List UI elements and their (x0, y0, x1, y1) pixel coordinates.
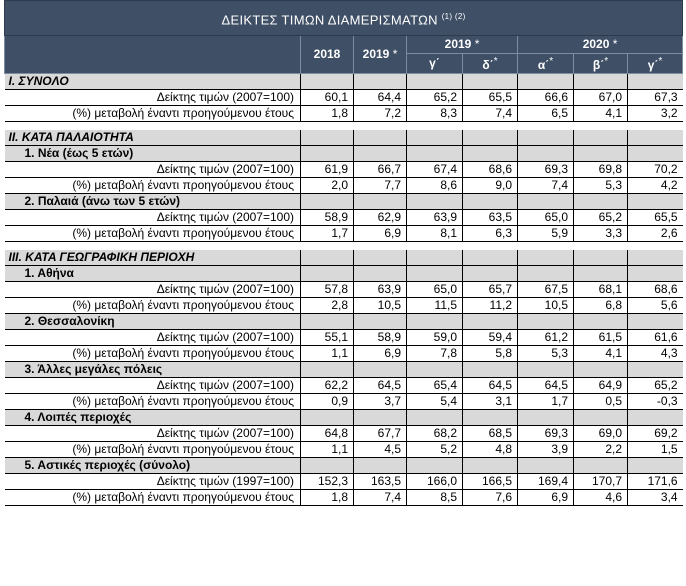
group-header-cell (518, 410, 574, 426)
spacer-cell (518, 122, 574, 131)
group-header-cell (407, 194, 463, 210)
group-header-cell (354, 362, 407, 378)
section-header-cell (463, 74, 518, 90)
value-cell: 4,1 (574, 106, 628, 122)
value-cell: 64,8 (301, 426, 354, 442)
value-cell: 58,9 (301, 210, 354, 226)
value-cell: 5,6 (628, 298, 683, 314)
group-header-cell (574, 410, 628, 426)
row-label: (%) μεταβολή έναντι προηγούμενου έτους (5, 178, 301, 194)
header-group-2020: 2020 * (518, 36, 683, 54)
spacer-cell (407, 242, 463, 251)
value-cell: 6,3 (463, 226, 518, 242)
group-header-cell (463, 194, 518, 210)
group-header-label: 5. Αστικές περιοχές (σύνολο) (5, 458, 301, 474)
group-header (5, 194, 683, 210)
value-cell: 4,8 (463, 442, 518, 458)
spacer-cell (463, 122, 518, 131)
spacer-row (5, 122, 683, 131)
row-label: (%) μεταβολή έναντι προηγούμενου έτους (5, 490, 301, 506)
value-cell: 68,2 (407, 426, 463, 442)
apartment-price-index-table (4, 0, 683, 506)
value-cell: 68,6 (628, 282, 683, 298)
value-cell: 65,2 (628, 378, 683, 394)
section-header-cell (574, 74, 628, 90)
group-header-cell (407, 266, 463, 282)
value-cell: 65,4 (407, 378, 463, 394)
value-cell: 58,9 (354, 330, 407, 346)
spacer-cell (574, 122, 628, 131)
value-cell: 69,2 (628, 426, 683, 442)
value-cell: 3,3 (574, 226, 628, 242)
section-header-cell (628, 74, 683, 90)
value-cell: 59,0 (407, 330, 463, 346)
section-header-cell (354, 74, 407, 90)
group-header-cell (574, 458, 628, 474)
value-cell: 1,8 (301, 106, 354, 122)
value-cell: 67,7 (354, 426, 407, 442)
group-header-cell (301, 314, 354, 330)
value-cell: 8,3 (407, 106, 463, 122)
group-header-cell (574, 266, 628, 282)
row-label: (%) μεταβολή έναντι προηγούμενου έτους (5, 346, 301, 362)
value-cell: 61,5 (574, 330, 628, 346)
value-cell: 59,4 (463, 330, 518, 346)
group-header-cell (301, 266, 354, 282)
value-cell: 62,2 (301, 378, 354, 394)
group-header-cell (354, 314, 407, 330)
table-title-text: ΔΕΙΚΤΕΣ ΤΙΜΩΝ ΔΙΑΜΕΡΙΣΜΑΤΩΝ (221, 12, 438, 28)
group-header-cell (301, 458, 354, 474)
table-row (5, 178, 683, 194)
value-cell: 60,1 (301, 90, 354, 106)
group-header-cell (354, 146, 407, 162)
section-header-cell (518, 250, 574, 266)
table-row (5, 394, 683, 410)
value-cell: 4,2 (628, 178, 683, 194)
row-label: Δείκτης τιμών (2007=100) (5, 426, 301, 442)
row-label: (%) μεταβολή έναντι προηγούμενου έτους (5, 226, 301, 242)
value-cell: 152,3 (301, 474, 354, 490)
table-body (5, 74, 683, 506)
value-cell: 163,5 (354, 474, 407, 490)
value-cell: 69,3 (518, 162, 574, 178)
group-header-label: 1. Αθήνα (5, 266, 301, 282)
spacer-cell (407, 122, 463, 131)
table-row (5, 474, 683, 490)
table-title-footnote: (1) (2) (441, 11, 466, 21)
section-header (5, 130, 683, 146)
value-cell: 64,5 (354, 378, 407, 394)
header-2019-q4: δ΄* (463, 54, 518, 74)
value-cell: 7,4 (463, 106, 518, 122)
section-header-cell (407, 130, 463, 146)
spacer-row (5, 242, 683, 251)
value-cell: 2,2 (574, 442, 628, 458)
group-header-cell (518, 362, 574, 378)
group-header-cell (301, 410, 354, 426)
row-label: (%) μεταβολή έναντι προηγούμενου έτους (5, 442, 301, 458)
group-header-cell (518, 458, 574, 474)
value-cell: 5,9 (518, 226, 574, 242)
table-row (5, 330, 683, 346)
value-cell: 6,9 (518, 490, 574, 506)
group-header-cell (407, 458, 463, 474)
spacer-cell (518, 242, 574, 251)
value-cell: 8,5 (407, 490, 463, 506)
table-row (5, 226, 683, 242)
table-row (5, 442, 683, 458)
group-header-cell (628, 458, 683, 474)
header-label-corner (5, 36, 301, 74)
value-cell: 67,3 (628, 90, 683, 106)
header-2020-q1: α΄* (518, 54, 574, 74)
section-header (5, 250, 683, 266)
value-cell: 7,8 (407, 346, 463, 362)
section-header-cell (354, 250, 407, 266)
group-header-cell (354, 266, 407, 282)
value-cell: 4,5 (354, 442, 407, 458)
group-header-cell (628, 266, 683, 282)
section-header-cell (518, 74, 574, 90)
spacer-cell (463, 242, 518, 251)
value-cell: 64,9 (574, 378, 628, 394)
value-cell: 68,6 (463, 162, 518, 178)
group-header-cell (301, 194, 354, 210)
value-cell: 68,5 (463, 426, 518, 442)
table-row (5, 490, 683, 506)
value-cell: 70,2 (628, 162, 683, 178)
group-header-cell (407, 146, 463, 162)
table-row (5, 282, 683, 298)
value-cell: 8,1 (407, 226, 463, 242)
value-cell: 69,0 (574, 426, 628, 442)
table-row (5, 106, 683, 122)
value-cell: 1,1 (301, 442, 354, 458)
group-header-cell (463, 362, 518, 378)
section-header-cell (301, 250, 354, 266)
header-2018: 2018 (301, 36, 354, 74)
value-cell: 10,5 (518, 298, 574, 314)
spacer-cell (301, 242, 354, 251)
value-cell: 61,9 (301, 162, 354, 178)
section-header-cell (301, 130, 354, 146)
section-header-cell (574, 250, 628, 266)
group-header-cell (354, 410, 407, 426)
section-header-label: III. ΚΑΤΑ ΓΕΩΓΡΑΦΙΚΗ ΠΕΡΙΟΧΗ (5, 250, 301, 266)
group-header-cell (463, 458, 518, 474)
section-header-label: II. ΚΑΤΑ ΠΑΛΑΙΟΤΗΤΑ (5, 130, 301, 146)
value-cell: 1,8 (301, 490, 354, 506)
value-cell: 8,6 (407, 178, 463, 194)
group-header (5, 146, 683, 162)
value-cell: 63,5 (463, 210, 518, 226)
value-cell: 67,5 (518, 282, 574, 298)
table-row (5, 298, 683, 314)
group-header-cell (574, 194, 628, 210)
section-header-cell (407, 250, 463, 266)
group-header (5, 362, 683, 378)
header-2020-q3: γ΄* (628, 54, 683, 74)
row-label: Δείκτης τιμών (1997=100) (5, 474, 301, 490)
group-header-cell (354, 458, 407, 474)
value-cell: 62,9 (354, 210, 407, 226)
table-row (5, 346, 683, 362)
value-cell: 65,2 (574, 210, 628, 226)
spacer-cell (574, 242, 628, 251)
section-header (5, 74, 683, 90)
value-cell: 170,7 (574, 474, 628, 490)
section-header-cell (463, 130, 518, 146)
header-2020-q2: β΄* (574, 54, 628, 74)
row-label: Δείκτης τιμών (2007=100) (5, 210, 301, 226)
value-cell: 68,1 (574, 282, 628, 298)
value-cell: 5,4 (407, 394, 463, 410)
row-label: Δείκτης τιμών (2007=100) (5, 282, 301, 298)
table-row (5, 378, 683, 394)
value-cell: 9,0 (463, 178, 518, 194)
spacer-cell (5, 122, 301, 131)
value-cell: 66,6 (518, 90, 574, 106)
spacer-cell (354, 122, 407, 131)
group-header-cell (407, 314, 463, 330)
section-header-cell (301, 74, 354, 90)
table-row (5, 90, 683, 106)
value-cell: 1,7 (301, 226, 354, 242)
value-cell: 61,6 (628, 330, 683, 346)
group-header (5, 266, 683, 282)
table-row (5, 426, 683, 442)
value-cell: 7,4 (354, 490, 407, 506)
spacer-cell (354, 242, 407, 251)
group-header-cell (301, 146, 354, 162)
value-cell: 166,0 (407, 474, 463, 490)
value-cell: 6,8 (574, 298, 628, 314)
value-cell: 2,6 (628, 226, 683, 242)
row-label: (%) μεταβολή έναντι προηγούμενου έτους (5, 298, 301, 314)
group-header-cell (628, 314, 683, 330)
section-header-label: I. ΣΥΝΟΛΟ (5, 74, 301, 90)
section-header-cell (628, 250, 683, 266)
value-cell: 1,5 (628, 442, 683, 458)
group-header (5, 314, 683, 330)
group-header-label: 4. Λοιπές περιοχές (5, 410, 301, 426)
value-cell: 3,1 (463, 394, 518, 410)
header-2019-q3: γ΄ (407, 54, 463, 74)
group-header-cell (628, 194, 683, 210)
value-cell: 3,2 (628, 106, 683, 122)
value-cell: 166,5 (463, 474, 518, 490)
value-cell: 67,4 (407, 162, 463, 178)
row-label: (%) μεταβολή έναντι προηγούμενου έτους (5, 394, 301, 410)
value-cell: 65,0 (407, 282, 463, 298)
value-cell: 64,5 (463, 378, 518, 394)
group-header-cell (518, 314, 574, 330)
value-cell: 5,2 (407, 442, 463, 458)
group-header-cell (463, 314, 518, 330)
value-cell: 169,4 (518, 474, 574, 490)
group-header-cell (301, 362, 354, 378)
value-cell: 65,7 (463, 282, 518, 298)
value-cell: 3,9 (518, 442, 574, 458)
section-header-cell (407, 74, 463, 90)
value-cell: 11,2 (463, 298, 518, 314)
value-cell: 4,6 (574, 490, 628, 506)
value-cell: 2,0 (301, 178, 354, 194)
value-cell: 63,9 (354, 282, 407, 298)
value-cell: 0,9 (301, 394, 354, 410)
value-cell: 65,0 (518, 210, 574, 226)
group-header-label: 3. Άλλες μεγάλες πόλεις (5, 362, 301, 378)
value-cell: 67,0 (574, 90, 628, 106)
value-cell: -0,3 (628, 394, 683, 410)
value-cell: 65,5 (463, 90, 518, 106)
section-header-cell (354, 130, 407, 146)
value-cell: 3,7 (354, 394, 407, 410)
value-cell: 57,8 (301, 282, 354, 298)
group-header-cell (463, 146, 518, 162)
value-cell: 69,8 (574, 162, 628, 178)
group-header-cell (518, 266, 574, 282)
value-cell: 4,1 (574, 346, 628, 362)
group-header-label: 2. Θεσσαλονίκη (5, 314, 301, 330)
value-cell: 7,2 (354, 106, 407, 122)
value-cell: 55,1 (301, 330, 354, 346)
value-cell: 5,3 (518, 346, 574, 362)
value-cell: 171,6 (628, 474, 683, 490)
value-cell: 5,8 (463, 346, 518, 362)
value-cell: 6,5 (518, 106, 574, 122)
row-label: Δείκτης τιμών (2007=100) (5, 378, 301, 394)
value-cell: 7,7 (354, 178, 407, 194)
table-title (5, 1, 683, 36)
group-header-label: 1. Νέα (έως 5 ετών) (5, 146, 301, 162)
section-header-cell (518, 130, 574, 146)
value-cell: 65,5 (628, 210, 683, 226)
value-cell: 69,3 (518, 426, 574, 442)
spacer-cell (301, 122, 354, 131)
value-cell: 0,5 (574, 394, 628, 410)
value-cell: 2,8 (301, 298, 354, 314)
group-header-cell (463, 266, 518, 282)
section-header-cell (463, 250, 518, 266)
group-header-cell (354, 194, 407, 210)
value-cell: 7,4 (518, 178, 574, 194)
row-label: Δείκτης τιμών (2007=100) (5, 330, 301, 346)
table-row (5, 210, 683, 226)
group-header (5, 458, 683, 474)
header-2019: 2019 * (354, 36, 407, 74)
header-group-2019: 2019 * (407, 36, 518, 54)
section-header-cell (574, 130, 628, 146)
value-cell: 64,4 (354, 90, 407, 106)
group-header-cell (574, 146, 628, 162)
group-header-cell (518, 146, 574, 162)
spacer-cell (628, 242, 683, 251)
value-cell: 65,2 (407, 90, 463, 106)
section-header-cell (628, 130, 683, 146)
group-header-cell (628, 146, 683, 162)
group-header-label: 2. Παλαιά (άνω των 5 ετών) (5, 194, 301, 210)
value-cell: 10,5 (354, 298, 407, 314)
value-cell: 66,7 (354, 162, 407, 178)
value-cell: 6,9 (354, 226, 407, 242)
row-label: (%) μεταβολή έναντι προηγούμενου έτους (5, 106, 301, 122)
value-cell: 6,9 (354, 346, 407, 362)
value-cell: 63,9 (407, 210, 463, 226)
value-cell: 5,3 (574, 178, 628, 194)
value-cell: 4,3 (628, 346, 683, 362)
group-header-cell (574, 314, 628, 330)
group-header-cell (463, 410, 518, 426)
value-cell: 3,4 (628, 490, 683, 506)
value-cell: 1,7 (518, 394, 574, 410)
group-header-cell (628, 410, 683, 426)
value-cell: 1,1 (301, 346, 354, 362)
row-label: Δείκτης τιμών (2007=100) (5, 90, 301, 106)
spacer-cell (628, 122, 683, 131)
table-row (5, 162, 683, 178)
group-header-cell (628, 362, 683, 378)
value-cell: 61,2 (518, 330, 574, 346)
value-cell: 7,6 (463, 490, 518, 506)
value-cell: 64,5 (518, 378, 574, 394)
group-header-cell (407, 410, 463, 426)
row-label: Δείκτης τιμών (2007=100) (5, 162, 301, 178)
group-header-cell (518, 194, 574, 210)
value-cell: 11,5 (407, 298, 463, 314)
spacer-cell (5, 242, 301, 251)
group-header-cell (574, 362, 628, 378)
group-header (5, 410, 683, 426)
group-header-cell (407, 362, 463, 378)
